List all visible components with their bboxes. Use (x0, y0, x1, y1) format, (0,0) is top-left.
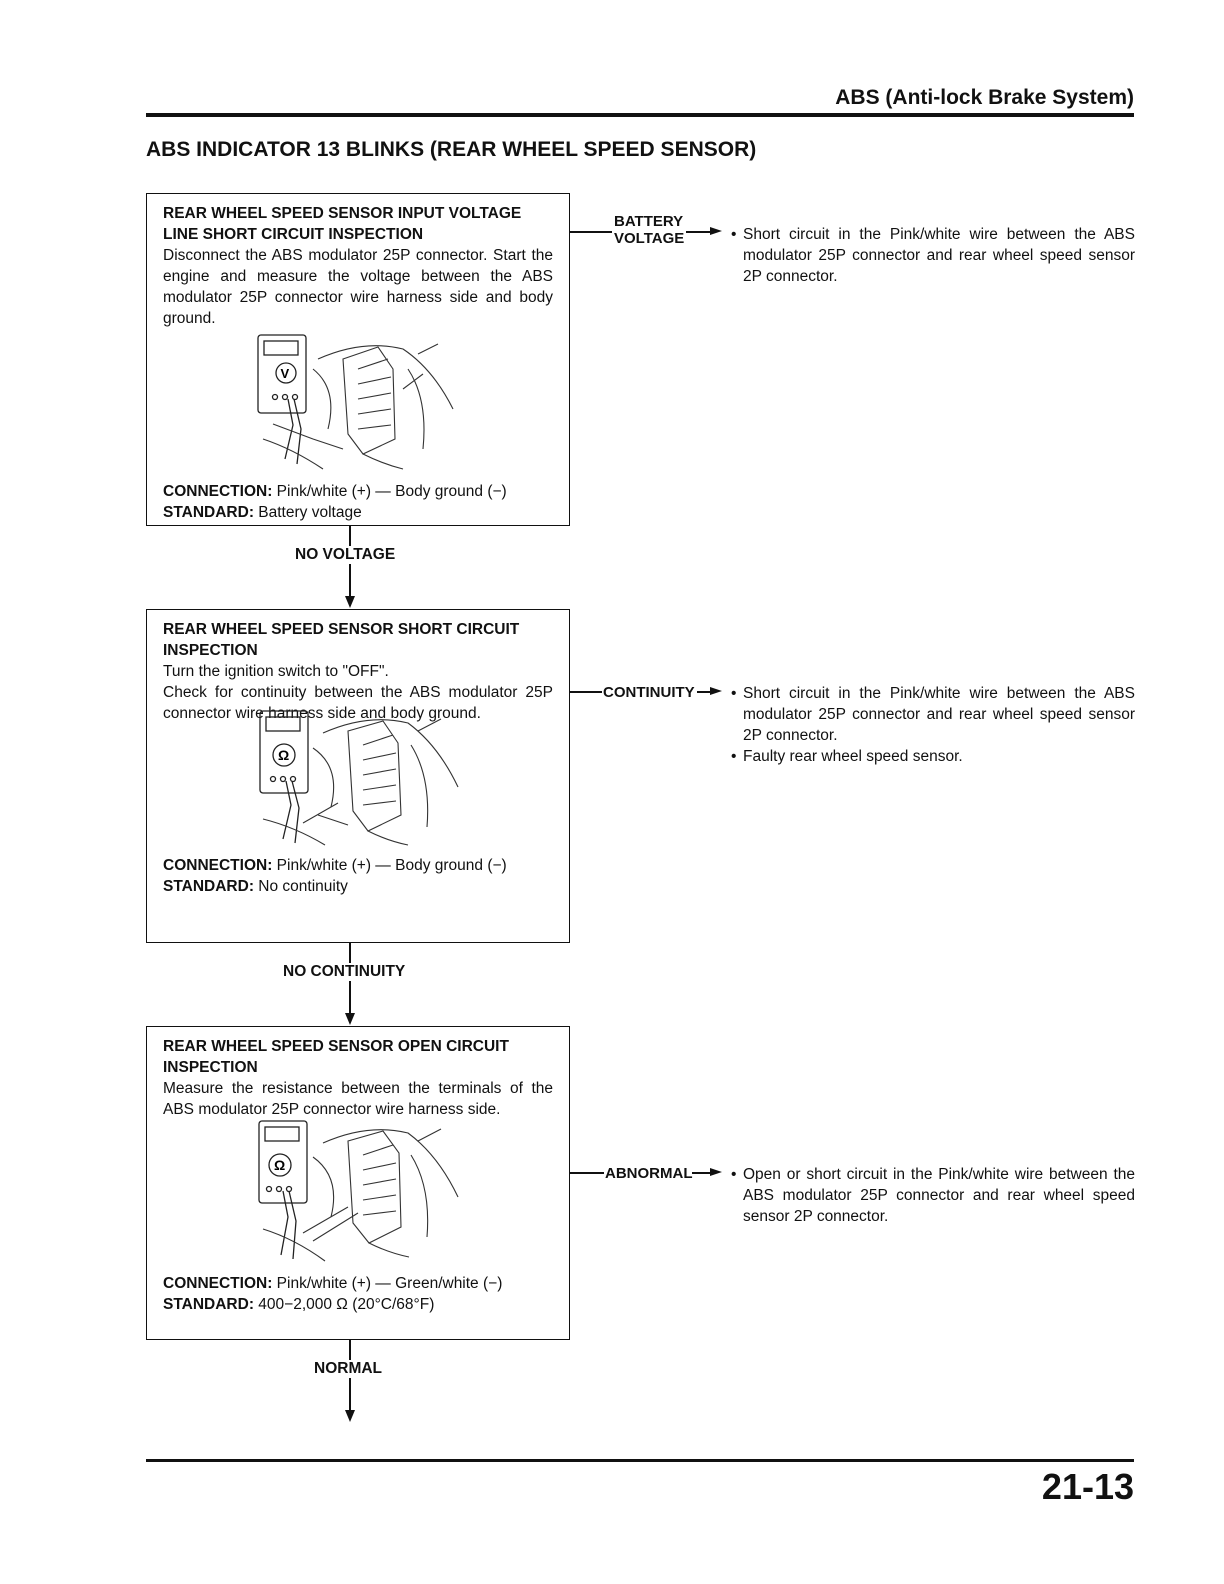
step-2-results (731, 683, 1135, 767)
result-item: • Short circuit in the Pink/white wire between the ABS modulator 25P connector and rear wheel speed sensor 2P connector. (731, 683, 1135, 746)
step-2-arrow-line (697, 691, 710, 693)
result-item: • Open or short circuit in the Pink/white wire between the ABS modulator 25P connector and rear wheel speed sensor 2P connector. (731, 1164, 1135, 1227)
meter-symbol: V (280, 366, 290, 381)
step-2-arrowhead (710, 687, 722, 695)
step-1-results (731, 224, 1135, 287)
step-3-branch-line (570, 1172, 604, 1174)
step-2-standard: STANDARD: No continuity (163, 878, 348, 895)
step-1-illustration (163, 329, 555, 475)
header-rule (146, 113, 1134, 117)
step-2-text-1: Turn the ignition switch to "OFF". (163, 663, 389, 680)
step-1-connection: CONNECTION: Pink/white (+) — Body ground (−) (163, 483, 507, 500)
multimeter-icon (259, 1121, 307, 1259)
meter-symbol: Ω (278, 747, 290, 763)
section-title: ABS (Anti-lock Brake System) (835, 86, 1134, 109)
footer-rule (146, 1459, 1134, 1462)
connector-icon (263, 344, 453, 469)
step-1-arrow-line (686, 231, 710, 233)
step-3-side-label: ABNORMAL (605, 1165, 693, 1182)
step-3-title: REAR WHEEL SPEED SENSOR OPEN CIRCUIT INSPECTION (163, 1038, 509, 1076)
result-item: • Faulty rear wheel speed sensor. (731, 746, 1135, 767)
multimeter-icon (258, 335, 306, 464)
page-number: 21-13 (1041, 1466, 1134, 1507)
step-2-title: REAR WHEEL SPEED SENSOR SHORT CIRCUIT INSPECTION (163, 621, 520, 659)
step-1-box (146, 193, 570, 526)
multimeter-icon (260, 711, 308, 843)
flow-arrow-1 (345, 596, 355, 608)
result-item: • Short circuit in the Pink/white wire between the ABS modulator 25P connector and rear wheel speed sensor 2P connector. (731, 224, 1135, 287)
step-3-connection: CONNECTION: Pink/white (+) — Green/white (−) (163, 1275, 503, 1292)
step-2-text-2: Check for continuity between the ABS modulator 25P connector wire harness side and body ground. (163, 684, 553, 722)
step-2-box (146, 609, 570, 943)
flow-label-normal: NORMAL (314, 1360, 383, 1377)
step-1-title: REAR WHEEL SPEED SENSOR INPUT VOLTAGE LINE SHORT CIRCUIT INSPECTION (163, 205, 522, 243)
step-1-standard: STANDARD: Battery voltage (163, 504, 362, 521)
step-2-branch-line (570, 691, 602, 693)
step-2-illustration (163, 703, 555, 849)
flow-label-no-voltage: NO VOLTAGE (295, 546, 396, 563)
flow-label-no-continuity: NO CONTINUITY (283, 963, 406, 980)
step-3-text: Measure the resistance between the terminals of the ABS modulator 25P connector wire harness side. (163, 1080, 553, 1118)
step-1-side-label: BATTERY VOLTAGE (614, 213, 685, 247)
step-3-illustration (163, 1117, 555, 1267)
meter-symbol: Ω (274, 1157, 286, 1173)
step-1-branch-line (570, 231, 612, 233)
step-1-text: Disconnect the ABS modulator 25P connector. Start the engine and measure the voltage between the ABS modulator 25P connector wire harness side and body ground. (163, 247, 553, 327)
step-3-box (146, 1026, 570, 1340)
connector-icon (263, 1129, 458, 1261)
page-title: ABS INDICATOR 13 BLINKS (REAR WHEEL SPEED SENSOR) (146, 138, 757, 161)
step-3-arrowhead (710, 1168, 722, 1176)
flow-line-2 (349, 943, 351, 1021)
step-3-results (731, 1164, 1135, 1227)
flow-arrow-3 (345, 1410, 355, 1422)
flow-arrow-2 (345, 1013, 355, 1025)
flow-line-1 (349, 526, 351, 604)
step-1-arrowhead (710, 227, 722, 235)
step-2-side-label: CONTINUITY (603, 684, 695, 701)
step-3-arrow-line (692, 1172, 710, 1174)
step-2-connection: CONNECTION: Pink/white (+) — Body ground (−) (163, 857, 507, 874)
step-3-standard: STANDARD: 400−2,000 Ω (20°C/68°F) (163, 1296, 435, 1313)
